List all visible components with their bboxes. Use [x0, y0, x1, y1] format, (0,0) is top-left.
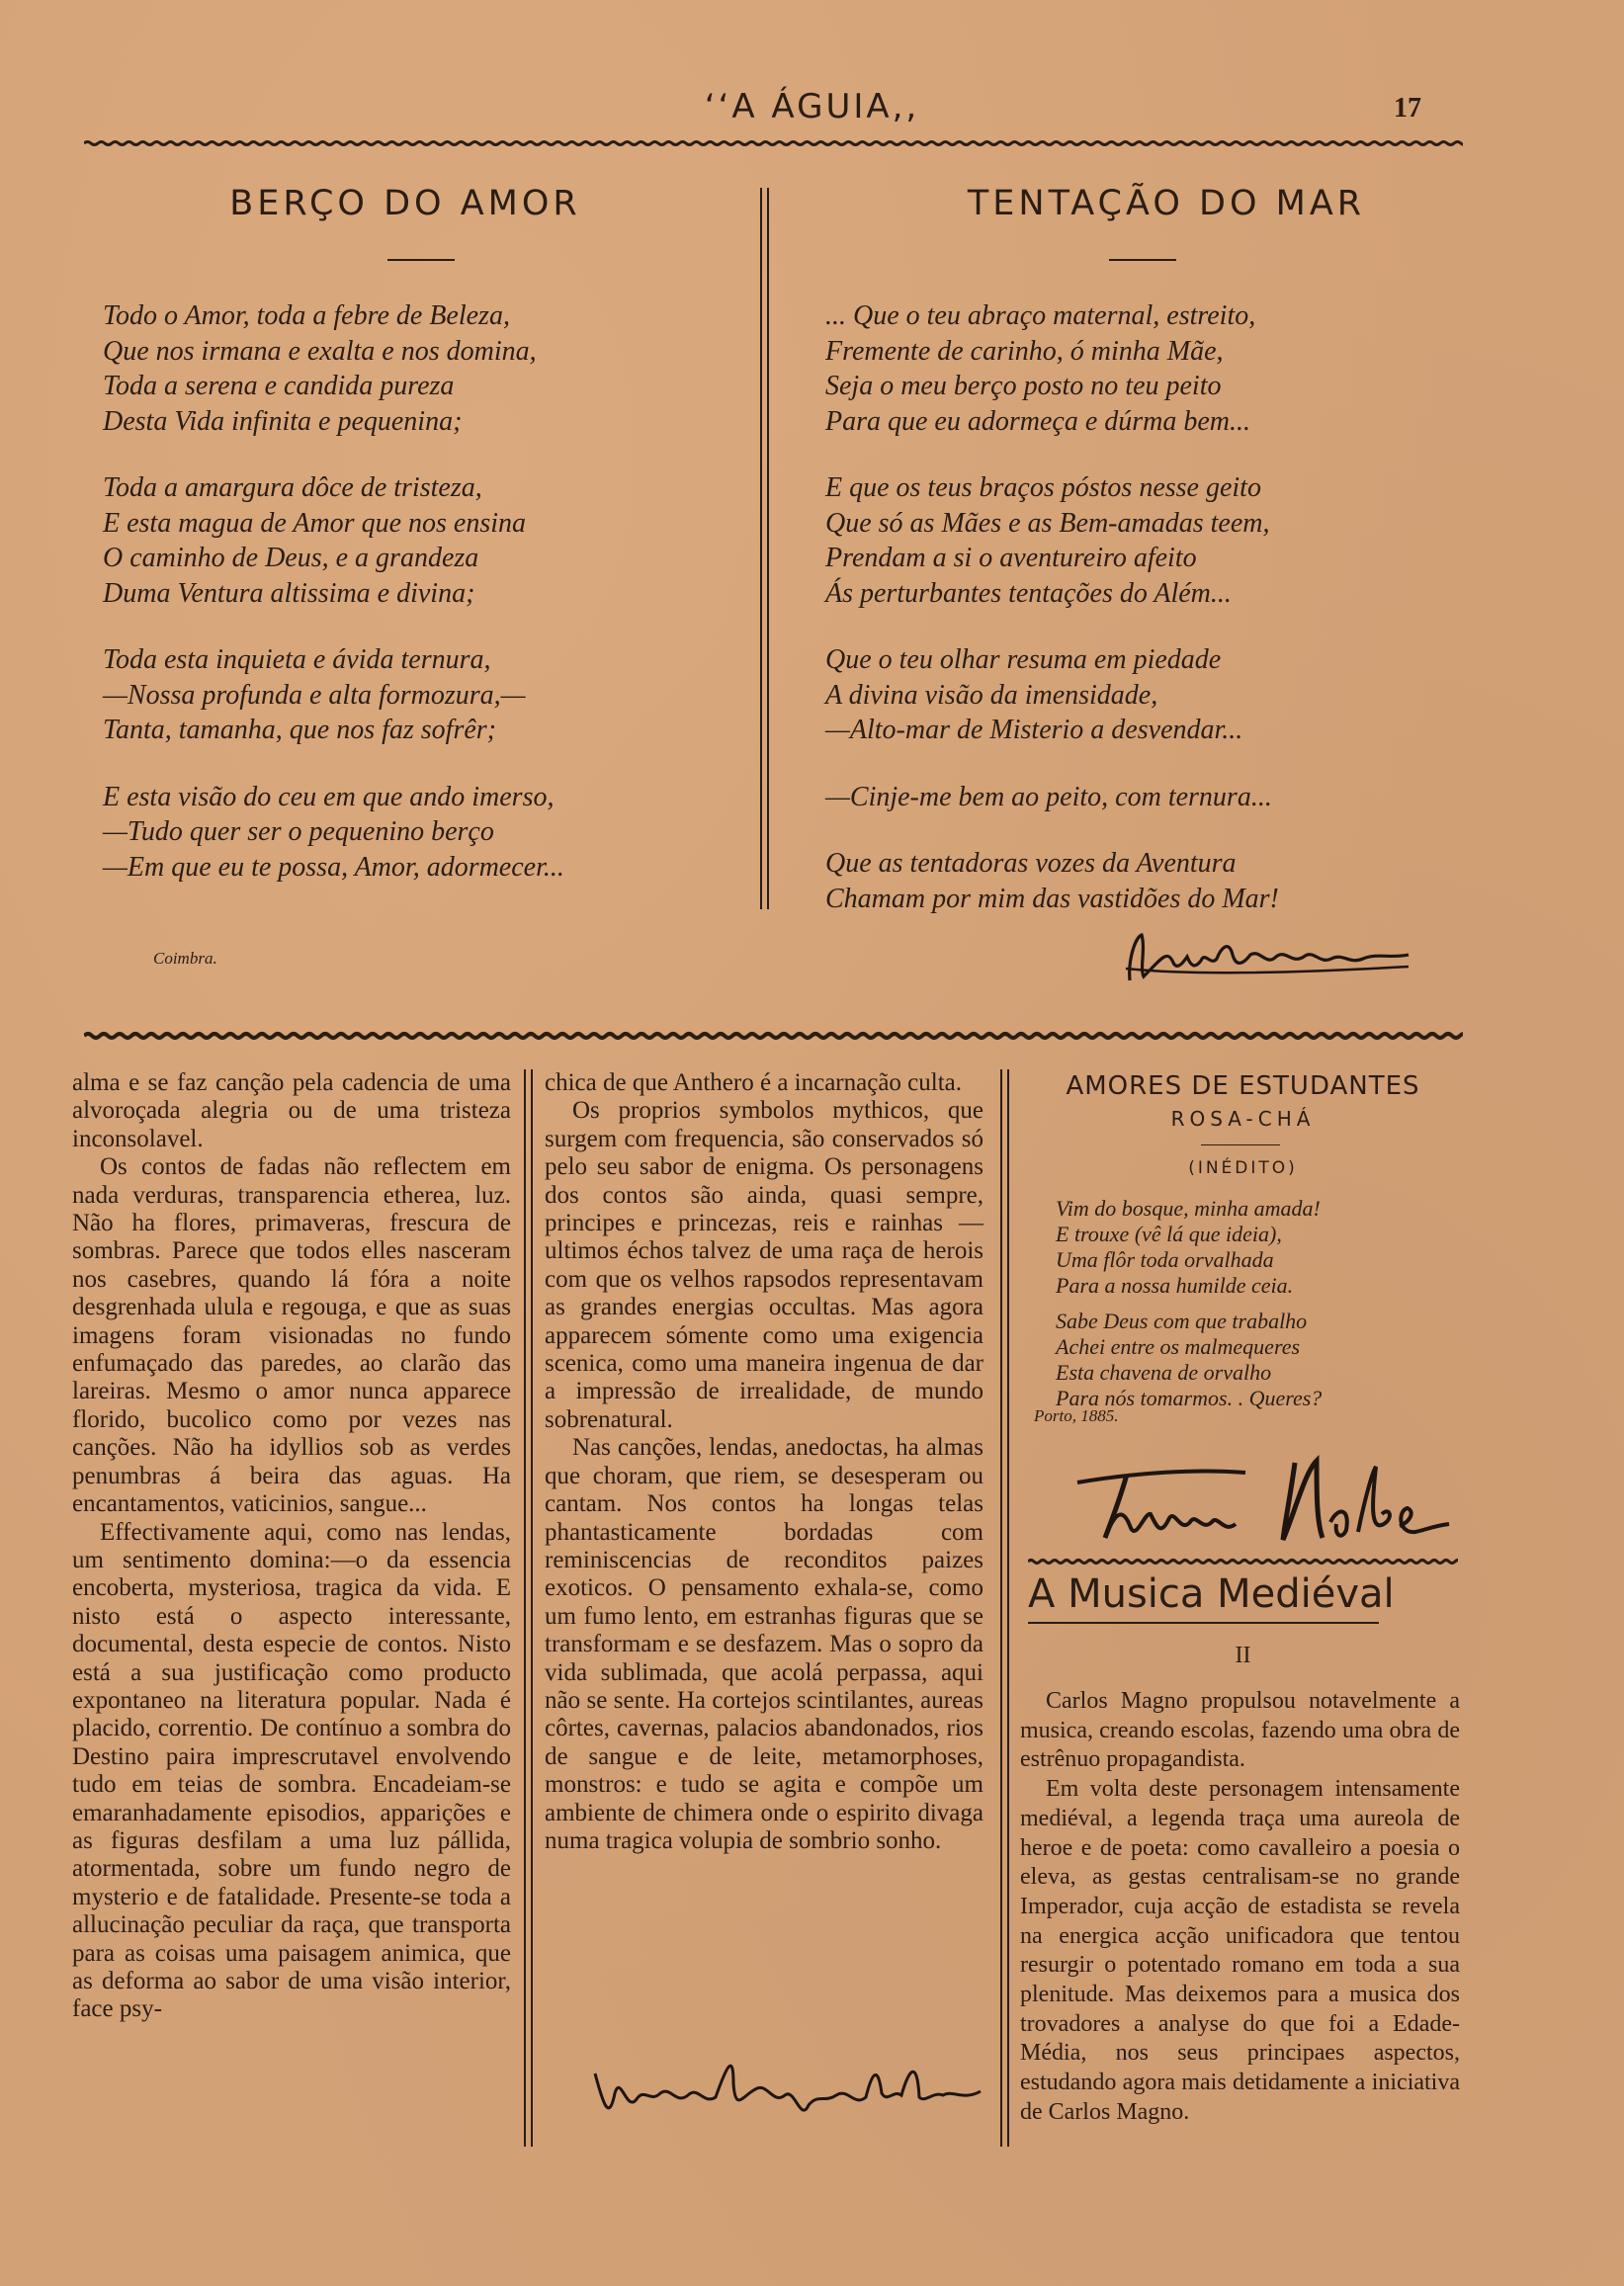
page-header-title: ‘‘A ÁGUIA,, [704, 87, 920, 127]
amores-line: Para a nossa humilde ceia. [1056, 1273, 1294, 1298]
poem-stanza [825, 642, 1279, 748]
header-wavy-rule [84, 136, 1463, 150]
poem-line: Tanta, tamanha, que nos faz sofrêr; [103, 715, 497, 745]
article-column-2 [545, 1069, 983, 1855]
article-column-1 [72, 1069, 511, 2024]
poem-line: E que os teus braços póstos nesse geito [825, 472, 1261, 503]
poem-line: Toda a serena e candida pureza [103, 371, 455, 401]
poem-line: Que nos irmana e exalta e nos domina, [103, 335, 537, 367]
poem-line: E esta visão do ceu em que ando imerso, [103, 781, 555, 812]
poem-line: E esta magua de Amor que nos ensina [103, 507, 526, 539]
article-paragraph: Os contos de fadas não reflectem em nada verduras, transparencia etherea, luz. Não ha flores, primaveras, frescura de sombras. Parece que todos elles nasceram nos casebres, quando lá fóra a noite desgrenhada ulula e regouga, e que as suas imagens foram visionadas no fundo enfumaçado das paredes, ao clarão das lareiras. Mesmo o amor nunca apparece florido, bucolico como por vezes nas canções. Não ha idyllios sob as verdes penumbras á beira das aguas. Ha encantamentos, vaticinios, sangue... [72, 1153, 511, 1518]
poem-line: Para que eu adormeça e dúrma bem... [825, 405, 1251, 437]
amores-line: Para nós tomarmos. . Queres? [1056, 1386, 1323, 1410]
poem-line: A divina visão da imensidade, [825, 679, 1158, 711]
music-wavy-rule [1028, 1556, 1458, 1567]
amores-line: Uma flôr toda orvalhada [1056, 1247, 1274, 1272]
poem-stanza [825, 780, 1279, 815]
poem-stanza [825, 298, 1279, 439]
page-number: 17 [1394, 93, 1421, 124]
amores-line: E trouxe (vê lá que ideia), [1056, 1222, 1282, 1246]
music-title: A Musica Mediéval [1028, 1571, 1395, 1617]
poem-right-signature [1122, 919, 1413, 993]
article-paragraph: Nas canções, lendas, anedoctas, ha almas que choram, que riem, se desesperam ou cantam. Nos contos ha longas telas phantasticamente bordadas com reminiscencias de reconditos paizes exoticos. O pensamento exhala-se, como um fumo lento, em estranhas figuras que se transformam e se desfazem. Mas o sopro da vida sublimada, que acolá perpassa, aqui não se sente. Ha cortejos scintilantes, aureas côrtes, cavernas, palacios abandonados, rios de sangue e de leite, metamorphoses, monstros: e tudo se agita e compõe um ambiente de chimera onde o espirito divaga numa tragica volupia de sombrio sonho. [545, 1434, 983, 1854]
amores-line: Esta chavena de orvalho [1056, 1360, 1272, 1385]
poem-line: Todo o Amor, toda a febre de Beleza, [103, 300, 510, 331]
music-paragraph: Carlos Magno propulsou notavelmente a musica, creando escolas, fazendo uma obra de estrênuo propagandista. [1020, 1688, 1460, 1773]
poem-left-place: Coimbra. [153, 949, 217, 968]
article-signature [585, 2034, 1000, 2133]
poem-line: —Tudo quer ser o pequenino berço [103, 816, 494, 847]
amores-stanza [1056, 1196, 1322, 1299]
amores-line: Sabe Deus com que trabalho [1056, 1309, 1308, 1333]
article-column-divider-1 [524, 1069, 533, 2147]
article-paragraph: Effectivamente aqui, como nas lendas, um sentimento domina:—o da essencia encoberta, mysteriosa, tragica da vida. E nisto está o aspecto interessante, documental, desta especie de contos. Nisto está a sua justificação como producto expontaneo na literatura popular. Nada é placido, correntio. De contínuo a sombra do Destino paira imprescrutavel envolvendo tudo em teias de sombra. Encadeiam-se emaranhadamente episodios, apparições e as figuras desfilam a uma luz pállida, atormentada, sobre um fundo negro de mysterio e de fatalidade. Presente-se toda a allucinação peculiar da raça, que transporta para as coisas uma paisagem animica, que as deforma ao sabor de uma visão interior, face psy- [72, 1518, 511, 2023]
amores-place: Porto, 1885. [1034, 1406, 1119, 1425]
article-paragraph: Os proprios symbolos mythicos, que surgem com frequencia, são conservados só pelo seu sabor de enigma. Os personagens dos contos são ainda, quasi sempre, principes e princezas, reis e rainhas — ultimos échos talvez de uma raça de herois com que os velhos rapsodos representavam as grandes energias occultas. Mas agora apparecem sómente como uma exigencia scenica, como uma maneira ingenua de dar a impressão de irrealidade, de mundo sobrenatural. [545, 1097, 983, 1433]
poem-line: —Alto-mar de Misterio a desvendar... [825, 715, 1243, 745]
poem-line: Chamam por mim das vastidões do Mar! [825, 883, 1279, 914]
poem-left-body [103, 298, 564, 916]
section-wavy-rule [84, 1028, 1463, 1044]
poem-line: —Em que eu te possa, Amor, adormecer... [103, 851, 564, 883]
amores-stanza [1056, 1309, 1322, 1411]
music-section-number: II [1235, 1643, 1251, 1668]
amores-line: Vim do bosque, minha amada! [1056, 1196, 1321, 1221]
poem-stanza [103, 642, 564, 748]
poem-stanza [825, 846, 1279, 916]
poem-right-body [825, 298, 1279, 948]
poem-line: —Nossa profunda e alta formozura,— [103, 679, 526, 711]
poem-line: ... Que o teu abraço maternal, estreito, [825, 300, 1256, 331]
poem-line: Que as tentadoras vozes da Aventura [825, 848, 1237, 879]
amores-note: (INÉDITO) [1188, 1158, 1298, 1178]
poem-stanza [103, 298, 564, 439]
poem-line: Fremente de carinho, ó minha Mãe, [825, 335, 1224, 367]
amores-title: AMORES DE ESTUDANTES [1066, 1071, 1420, 1101]
poem-line: Que o teu olhar resuma em piedade [825, 644, 1222, 675]
music-paragraph: Em volta deste personagem intensamente mediéval, a legenda traça uma aureola de heroe e de poeta: como cavalleiro a poesia o eleva, as gestas centralisam-se no grande Imperador, cuja acção de estadista se revela na energica acção unificadora que tentou resurgir o potentado romano em toda a sua plenitude. Mas deixemos para a musica dos trovadores a analyse do que foi a Edade-Média, nos seus principaes aspectos, estudando agora mais detidamente a iniciativa de Carlos Magno. [1020, 1776, 1460, 2125]
music-title-underline [1028, 1622, 1379, 1624]
amores-line: Achei entre os malmequeres [1056, 1334, 1301, 1359]
poem-stanza [103, 780, 564, 886]
article-paragraph: chica de que Anthero é a incarnação culta. [545, 1069, 962, 1096]
poem-line: Seja o meu berço posto no teu peito [825, 371, 1222, 401]
poem-line: Ás perturbantes tentações do Além... [825, 577, 1232, 609]
amores-poem-body [1056, 1196, 1322, 1421]
article-column-divider-2 [1000, 1069, 1009, 2147]
poem-right-title-rule [1109, 259, 1176, 261]
poem-line: O caminho de Deus, e a grandeza [103, 543, 479, 573]
amores-signature [1058, 1443, 1458, 1552]
poems-column-divider [760, 188, 769, 909]
poem-right-title: TENTAÇÃO DO MAR [967, 184, 1366, 223]
article-paragraph: alma e se faz canção pela cadencia de uma alvoroçada alegria ou de uma tristeza inconsolavel. [72, 1069, 511, 1152]
poem-left-title: BERÇO DO AMOR [229, 184, 581, 223]
amores-subtitle: ROSA-CHÁ [1170, 1107, 1316, 1131]
poem-left-title-rule [387, 259, 455, 261]
poem-line: Prendam a si o aventureiro afeito [825, 543, 1197, 573]
poem-line: Duma Ventura altissima e divina; [103, 577, 475, 609]
poem-line: Toda a amargura dôce de tristeza, [103, 472, 482, 503]
poem-line: —Cinje-me bem ao peito, com ternura... [825, 781, 1272, 812]
amores-rule [1201, 1144, 1280, 1145]
poem-stanza [103, 470, 564, 611]
poem-line: Toda esta inquieta e ávida ternura, [103, 644, 491, 675]
music-text [1020, 1687, 1460, 2128]
poem-line: Desta Vida infinita e pequenina; [103, 405, 463, 437]
poem-line: Que só as Mães e as Bem-amadas teem, [825, 507, 1270, 539]
poem-stanza [825, 470, 1279, 611]
